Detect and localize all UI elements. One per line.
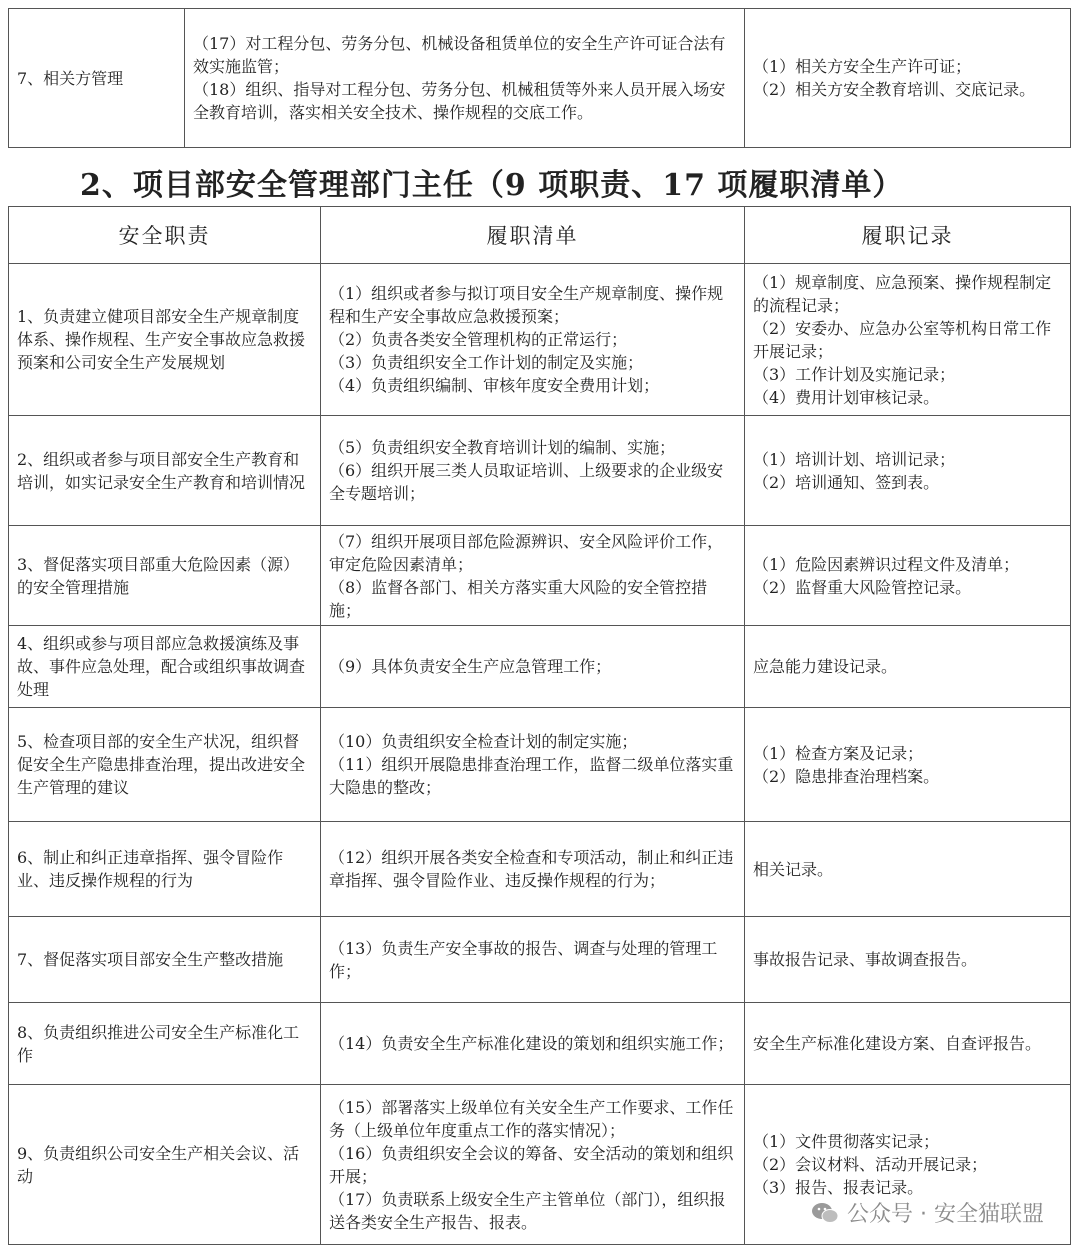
checklist-cell (321, 264, 745, 416)
records-cell (745, 1003, 1071, 1085)
records-cell (745, 626, 1071, 708)
header-records: 履职记录 (745, 207, 1071, 264)
checklist-line: （5）负责组织安全教育培训计划的编制、实施； (329, 438, 676, 457)
duty-cell: 7、相关方管理 (9, 9, 185, 148)
duty-table (8, 206, 1071, 1245)
record-line: （2）培训通知、签到表。 (753, 472, 940, 492)
checklist-line: （9）具体负责安全生产应急管理工作； (329, 657, 612, 676)
record-line: （2）会议材料、活动开展记录； (753, 1155, 988, 1174)
checklist-line: （10）负责组织安全检查计划的制定实施； (329, 732, 638, 751)
checklist-cell (321, 1003, 745, 1085)
checklist-line: （17）对工程分包、劳务分包、机械设备租赁单位的安全生产许可证合法有效实施监管； (193, 34, 726, 76)
record-line: 应急能力建设记录。 (753, 657, 898, 676)
checklist-line: （2）负责各类安全管理机构的正常运行； (329, 330, 628, 349)
duty-cell: 3、督促落实项目部重大危险因素（源）的安全管理措施 (9, 526, 321, 626)
records-cell (745, 917, 1071, 1003)
checklist-line: （8）监督各部门、相关方落实重大风险的安全管控措施； (329, 577, 708, 620)
record-line: 事故报告记录、事故调查报告。 (753, 950, 978, 969)
table-row (9, 1003, 1071, 1085)
checklist-line: （3）负责组织安全工作计划的制定及实施； (329, 353, 644, 372)
previous-section-table (8, 8, 1071, 148)
record-line: 安全生产标准化建设方案、自查评报告。 (753, 1034, 1042, 1053)
duty-cell: 5、检查项目部的安全生产状况，组织督促安全生产隐患排查治理，提出改进安全生产管理的建议 (9, 708, 321, 822)
records-cell (745, 526, 1071, 626)
record-line: （1）危险因素辨识过程文件及清单； (753, 554, 1020, 574)
duty-cell: 2、组织或者参与项目部安全生产教育和培训，如实记录安全生产教育和培训情况 (9, 416, 321, 526)
record-line: （3）报告、报表记录。 (753, 1178, 924, 1197)
table-row (9, 822, 1071, 917)
record-line: （1）文件贯彻落实记录； (753, 1132, 940, 1151)
record-line: （1）规章制度、应急预案、操作规程制定的流程记录； (753, 272, 1052, 315)
checklist-line: （18）组织、指导对工程分包、劳务分包、机械租赁等外来人员开展入场安全教育培训，落实相关安全技术、操作规程的交底工作。 (193, 80, 726, 122)
checklist-line: （15）部署落实上级单位有关安全生产工作要求、工作任务（上级单位年度重点工作的落实情况）； (329, 1097, 734, 1140)
record-line: （1）相关方安全生产许可证； (753, 57, 972, 76)
table-header-row (9, 207, 1071, 264)
checklist-cell (321, 626, 745, 708)
checklist-line: （12）组织开展各类安全检查和专项活动，制止和纠正违章指挥、强令冒险作业、违反操作规程的行为； (329, 848, 734, 890)
record-line: （2）监督重大风险管控记录。 (753, 577, 972, 597)
table-row (9, 264, 1071, 416)
table-row (9, 708, 1071, 822)
checklist-cell (321, 526, 745, 626)
watermark-text: 公众号 · 安全猫联盟 (847, 1202, 1044, 1227)
duty-cell: 1、负责建立健项目部安全生产规章制度体系、操作规程、生产安全事故应急救援预案和公司安全生产发展规划 (9, 264, 321, 416)
table-row (9, 526, 1071, 626)
checklist-cell (321, 917, 745, 1003)
checklist-line: （17）负责联系上级安全生产主管单位（部门），组织报送各类安全生产报告、报表。 (329, 1189, 726, 1232)
table-row (9, 626, 1071, 708)
checklist-cell (321, 416, 745, 526)
header-duty: 安全职责 (9, 207, 321, 264)
records-cell (745, 708, 1071, 822)
duty-cell: 4、组织或参与项目部应急救援演练及事故、事件应急处理，配合或组织事故调查处理 (9, 626, 321, 708)
checklist-line: （14）负责安全生产标准化建设的策划和组织实施工作； (329, 1034, 734, 1053)
checklist-line: （4）负责组织编制、审核年度安全费用计划； (329, 376, 660, 395)
checklist-line: （16）负责组织安全会议的筹备、安全活动的策划和组织开展； (329, 1143, 734, 1186)
records-cell (745, 264, 1071, 416)
record-line: （2）隐患排查治理档案。 (753, 766, 940, 786)
checklist-line: （7）组织开展项目部危险源辨识、安全风险评价工作，审定危险因素清单； (329, 531, 724, 574)
record-line: （2）安委办、应急办公室等机构日常工作开展记录； (753, 318, 1052, 361)
record-line: 相关记录。 (753, 859, 834, 879)
checklist-line: （11）组织开展隐患排查治理工作，监督二级单位落实重大隐患的整改； (329, 755, 734, 797)
checklist-cell (321, 708, 745, 822)
table-row (9, 9, 1071, 148)
checklist-cell (321, 1085, 745, 1245)
checklist-cell (185, 9, 745, 148)
records-cell (745, 9, 1071, 148)
duty-cell: 6、制止和纠正违章指挥、强令冒险作业、违反操作规程的行为 (9, 822, 321, 917)
duty-cell: 7、督促落实项目部安全生产整改措施 (9, 917, 321, 1003)
duty-cell: 8、负责组织推进公司安全生产标准化工作 (9, 1003, 321, 1085)
duty-cell: 9、负责组织公司安全生产相关会议、活动 (9, 1085, 321, 1245)
table-row (9, 917, 1071, 1003)
wechat-icon (811, 1201, 839, 1225)
table-row (9, 416, 1071, 526)
checklist-cell (321, 822, 745, 917)
section-title: 2、项目部安全管理部门主任（9 项职责、17 项履职清单） (80, 168, 904, 203)
checklist-line: （6）组织开展三类人员取证培训、上级要求的企业级安全专题培训； (329, 461, 724, 503)
record-line: （2）相关方安全教育培训、交底记录。 (753, 80, 1036, 99)
checklist-line: （13）负责生产安全事故的报告、调查与处理的管理工作； (329, 938, 718, 981)
checklist-line: （1）组织或者参与拟订项目安全生产规章制度、操作规程和生产安全事故应急救援预案； (329, 284, 724, 326)
records-cell (745, 416, 1071, 526)
header-checklist: 履职清单 (321, 207, 745, 264)
record-line: （1）检查方案及记录； (753, 743, 924, 763)
record-line: （3）工作计划及实施记录； (753, 364, 956, 384)
record-line: （4）费用计划审核记录。 (753, 387, 940, 407)
records-cell (745, 822, 1071, 917)
watermark (811, 1197, 1044, 1228)
record-line: （1）培训计划、培训记录； (753, 449, 956, 469)
